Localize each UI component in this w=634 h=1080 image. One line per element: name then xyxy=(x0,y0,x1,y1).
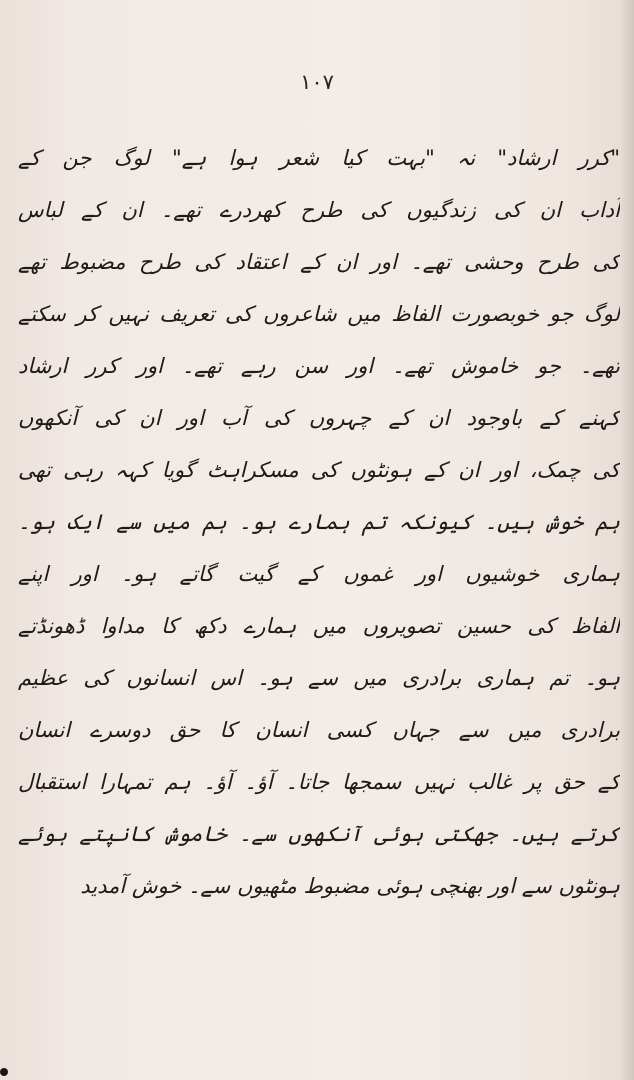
text-line: کہنے کے باوجود ان کے چہروں کی آب اور ان کی آنکھوں xyxy=(18,406,620,430)
page-edge-shadow xyxy=(620,0,634,1080)
text-line: تھے۔ جو خاموش تھے۔ اور سن رہے تھے۔ اور کرر ارشاد xyxy=(18,354,620,378)
text-line: ہونٹوں سے اور بھنچی ہوئی مضبوط مٹھیوں سے۔ خوش آمدید xyxy=(80,874,620,898)
urdu-prose-text xyxy=(18,132,620,1012)
text-line: کی چمک، اور ان کے ہونٹوں کی مسکراہٹ گویا کہہ رہی تھی xyxy=(18,458,620,482)
text-line: ہماری خوشیوں اور غموں کے گیت گاتے ہو۔ اور اپنے xyxy=(18,562,620,586)
text-line: کی طرح وحشی تھے۔ اور ان کے اعتقاد کی طرح مضبوط تھے xyxy=(18,250,620,274)
text-line: ہو۔ تم ہماری برادری میں سے ہو۔ اس انسانوں کی عظیم xyxy=(18,666,620,690)
text-line: کرتے ہیں۔ جھکتی ہوئی آنکھوں سے۔ خاموش کانپتے ہوئے xyxy=(18,822,620,846)
text-line: ہم خوش ہیں۔ کیونکہ تم ہمارے ہو۔ ہم میں سے ایک ہو۔ xyxy=(18,510,620,534)
page-number: ۱۰۷ xyxy=(300,70,334,94)
text-line: برادری میں سے جہاں کسی انسان کا حق دوسرے انسان xyxy=(18,718,620,742)
text-line: کے حق پر غالب نہیں سمجھا جاتا۔ آؤ۔ آؤ۔ ہم تمہارا استقبال xyxy=(18,770,620,794)
text-line: آداب ان کی زندگیوں کی طرح کھردرے تھے۔ ان کے لباس xyxy=(18,198,620,222)
scan-dot-mark xyxy=(0,1068,8,1076)
text-line: الفاظ کی حسین تصویروں میں ہمارے دکھ کا مداوا ڈھونڈتے xyxy=(18,614,620,638)
text-line: "کرر ارشاد" نہ "بہت کیا شعر ہوا ہے" لوگ جن کے xyxy=(18,146,620,170)
text-line: لوگ جو خوبصورت الفاظ میں شاعروں کی تعریف نہیں کر سکتے xyxy=(18,302,620,326)
